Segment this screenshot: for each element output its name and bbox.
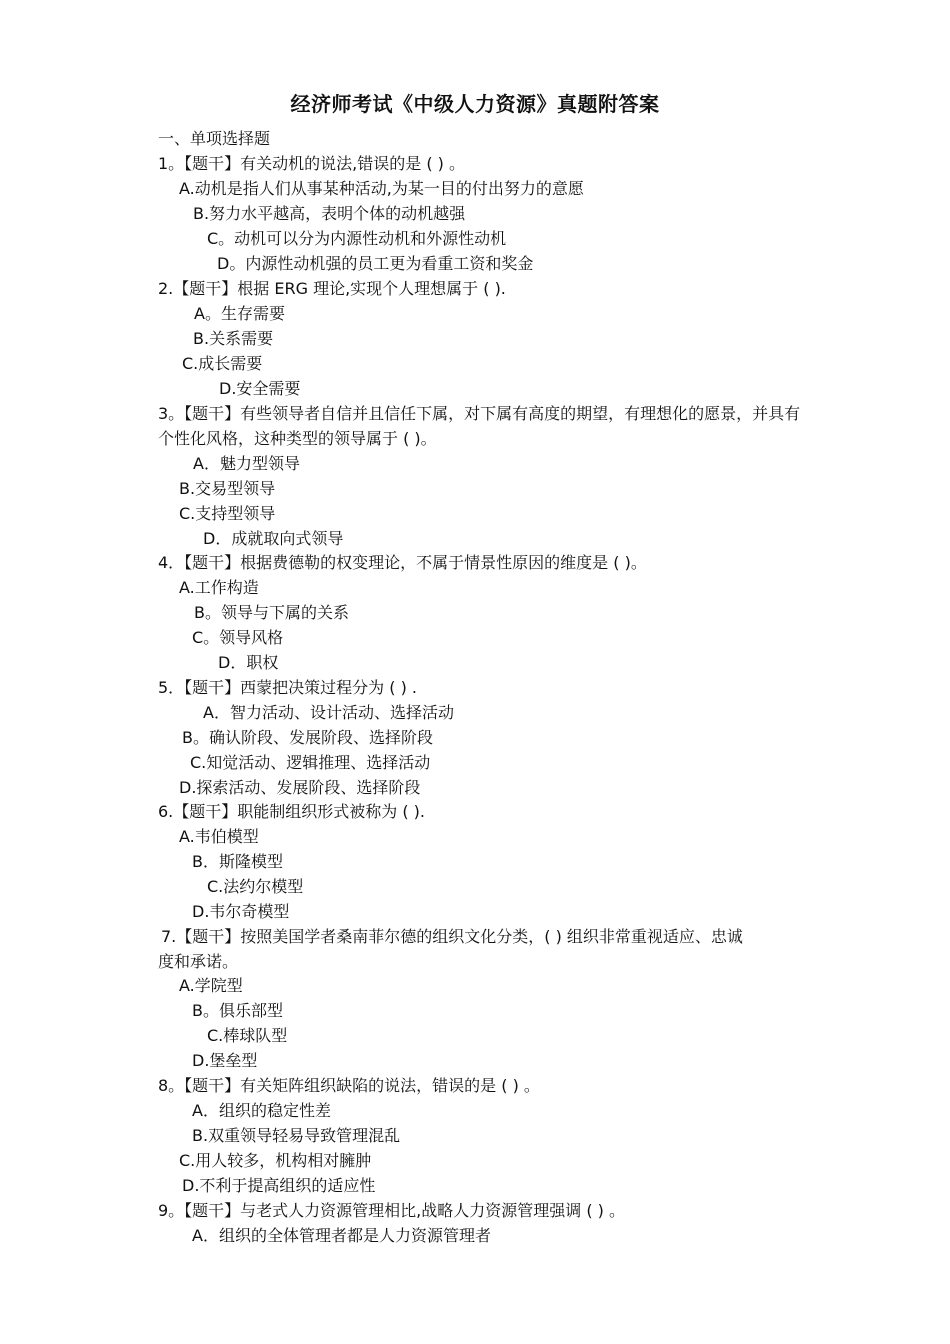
question-9-option-a: A．组织的全体管理者都是人力资源管理者 [192,1226,491,1245]
question-6-option-b: B．斯隆模型 [192,852,283,871]
question-7-option-a: A.学院型 [179,976,243,995]
question-7-stem: 7.【题干】按照美国学者桑南菲尔德的组织文化分类，( ) 组织非常重视适应、忠诚 [161,927,743,946]
question-4-option-b: B。领导与下属的关系 [194,603,349,622]
question-3-option-b: B.交易型领导 [179,479,276,498]
question-7-option-d: D.堡垒型 [192,1051,258,1070]
question-8-option-b: B.双重领导轻易导致管理混乱 [192,1126,401,1145]
question-3-option-a: A．魅力型领导 [193,454,300,473]
question-3-option-d: D．成就取向式领导 [203,529,344,548]
question-5-stem: 5．【题干】西蒙把决策过程分为 ( ) . [158,678,418,697]
question-5-option-b: B。确认阶段、发展阶段、选择阶段 [182,728,433,747]
question-3-stem: 3。【题干】有些领导者自信并且信任下属，对下属有高度的期望，有理想化的愿景，并具有 [158,404,801,423]
question-5-option-d: D.探索活动、发展阶段、选择阶段 [179,778,421,797]
question-4-option-a: A.工作构造 [179,578,259,597]
question-1-stem: 1。【题干】有关动机的说法,错误的是 ( ) 。 [158,154,466,173]
question-2-option-a: A。生存需要 [194,304,285,323]
question-8-option-c: C.用人较多，机构相对臃肿 [179,1151,372,1170]
question-6-stem: 6.【题干】职能制组织形式被称为 ( ). [158,802,426,821]
question-1-option-b: B.努力水平越高，表明个体的动机越强 [193,204,466,223]
question-2-option-d: D.安全需要 [219,379,301,398]
question-1-option-d: D。内源性动机强的员工更为看重工资和奖金 [217,254,534,273]
question-5-option-c: C.知觉活动、逻辑推理、选择活动 [190,753,431,772]
section-heading: 一、单项选择题 [158,129,271,148]
question-5-option-a: A．智力活动、设计活动、选择活动 [203,703,454,722]
question-2-option-c: C.成长需要 [182,354,263,373]
question-4-option-d: D．职权 [218,653,279,672]
question-6-option-a: A.韦伯模型 [179,827,259,846]
question-2-option-b: B.关系需要 [193,329,274,348]
question-8-stem: 8。【题干】有关矩阵组织缺陷的说法，错误的是 ( ) 。 [158,1076,540,1095]
question-1-option-c: C。动机可以分为内源性动机和外源性动机 [207,229,507,248]
document-title: 经济师考试《中级人力资源》真题附答案 [290,92,660,116]
question-1-option-a: A.动机是指人们从事某种活动,为某一目的付出努力的意愿 [179,179,584,198]
question-7-option-b: B。俱乐部型 [192,1001,283,1020]
question-3-option-c: C.支持型领导 [179,504,276,523]
question-2-stem: 2.【题干】根据 ERG 理论,实现个人理想属于 ( ). [158,279,506,298]
question-6-option-c: C.法约尔模型 [207,877,304,896]
question-4-option-c: C。领导风格 [192,628,284,647]
question-7-stem-continued: 度和承诺。 [158,952,239,971]
question-9-stem: 9。【题干】与老式人力资源管理相比,战略人力资源管理强调 ( ) 。 [158,1201,626,1220]
question-7-option-c: C.棒球队型 [207,1026,288,1045]
question-4-stem: 4．【题干】根据费德勒的权变理论，不属于情景性原因的维度是 ( )。 [158,553,647,572]
question-8-option-d: D.不利于提高组织的适应性 [182,1176,376,1195]
question-6-option-d: D.韦尔奇模型 [192,902,290,921]
question-3-stem-continued: 个性化风格，这种类型的领导属于 ( )。 [158,429,437,448]
question-8-option-a: A．组织的稳定性差 [192,1101,331,1120]
